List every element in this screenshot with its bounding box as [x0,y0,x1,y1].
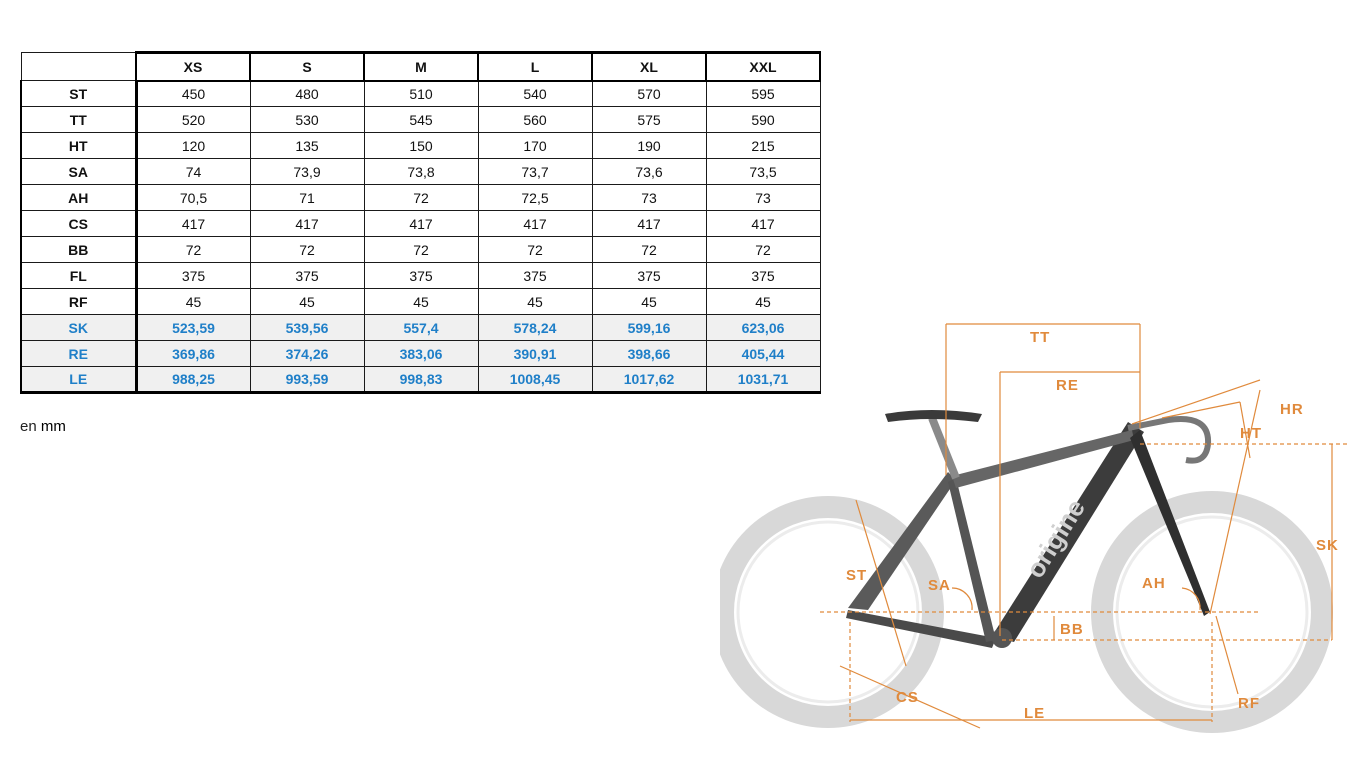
value-cell: 530 [250,107,364,133]
value-cell: 570 [592,81,706,107]
table-row [21,237,820,263]
dim-label-rf: RF [1238,695,1260,712]
dim-label-bb: BB [1060,621,1084,638]
table-row [21,211,820,237]
value-cell: 375 [136,263,250,289]
value-cell: 1031,71 [706,367,820,393]
row-label-tt: TT [21,107,136,133]
value-cell: 70,5 [136,185,250,211]
row-label-ah: AH [21,185,136,211]
value-cell: 993,59 [250,367,364,393]
value-cell: 578,24 [478,315,592,341]
value-cell: 45 [364,289,478,315]
value-cell: 170 [478,133,592,159]
value-cell: 480 [250,81,364,107]
size-header-xs: XS [136,53,250,81]
size-header-xl: XL [592,53,706,81]
size-header-m: M [364,53,478,81]
value-cell: 450 [136,81,250,107]
value-cell: 72 [364,185,478,211]
dim-label-hr: HR [1280,401,1304,418]
value-cell: 72,5 [478,185,592,211]
table-row [21,341,820,367]
value-cell: 1008,45 [478,367,592,393]
dim-label-cs: CS [896,689,919,706]
dim-label-sa: SA [928,577,951,594]
dim-label-tt: TT [1030,329,1051,346]
value-cell: 135 [250,133,364,159]
value-cell: 73,6 [592,159,706,185]
value-cell: 590 [706,107,820,133]
bike-geometry-diagram [720,310,1360,750]
table-row [21,315,820,341]
size-header-s: S [250,53,364,81]
value-cell: 988,25 [136,367,250,393]
value-cell: 72 [592,237,706,263]
value-cell: 73,9 [250,159,364,185]
table-row [21,289,820,315]
value-cell: 369,86 [136,341,250,367]
table-row [21,263,820,289]
row-label-sk: SK [21,315,136,341]
size-header-l: L [478,53,592,81]
row-label-ht: HT [21,133,136,159]
header-corner-cell [21,53,136,81]
unit-label: mm [40,418,66,435]
value-cell: 73 [592,185,706,211]
row-label-st: ST [21,81,136,107]
value-cell: 417 [478,211,592,237]
value-cell: 1017,62 [592,367,706,393]
value-cell: 375 [364,263,478,289]
value-cell: 417 [592,211,706,237]
row-label-fl: FL [21,263,136,289]
value-cell: 390,91 [478,341,592,367]
unit-prefix: en [20,418,37,435]
value-cell: 374,26 [250,341,364,367]
value-cell: 73,7 [478,159,592,185]
value-cell: 71 [250,185,364,211]
value-cell: 998,83 [364,367,478,393]
dim-label-st: ST [846,567,868,584]
value-cell: 523,59 [136,315,250,341]
value-cell: 560 [478,107,592,133]
value-cell: 375 [592,263,706,289]
value-cell: 575 [592,107,706,133]
table-row [21,133,820,159]
value-cell: 539,56 [250,315,364,341]
value-cell: 595 [706,81,820,107]
dim-label-re: RE [1056,377,1079,394]
value-cell: 557,4 [364,315,478,341]
table-row [21,185,820,211]
row-label-cs: CS [21,211,136,237]
value-cell: 417 [364,211,478,237]
value-cell: 405,44 [706,341,820,367]
dim-label-ht: HT [1240,425,1262,442]
value-cell: 383,06 [364,341,478,367]
row-label-rf: RF [21,289,136,315]
value-cell: 45 [250,289,364,315]
value-cell: 73,8 [364,159,478,185]
value-cell: 375 [478,263,592,289]
row-label-sa: SA [21,159,136,185]
value-cell: 190 [592,133,706,159]
value-cell: 45 [478,289,592,315]
value-cell: 72 [364,237,478,263]
value-cell: 417 [706,211,820,237]
frame-brand: origine [1019,493,1092,584]
value-cell: 599,16 [592,315,706,341]
value-cell: 120 [136,133,250,159]
value-cell: 72 [478,237,592,263]
table-row [21,107,820,133]
row-label-le: LE [21,367,136,393]
value-cell: 417 [136,211,250,237]
dim-label-sk: SK [1316,537,1339,554]
table-row [21,81,820,107]
table-row [21,367,820,393]
table-row [21,159,820,185]
value-cell: 74 [136,159,250,185]
value-cell: 520 [136,107,250,133]
value-cell: 73 [706,185,820,211]
value-cell: 73,5 [706,159,820,185]
row-label-re: RE [21,341,136,367]
value-cell: 45 [136,289,250,315]
value-cell: 417 [250,211,364,237]
value-cell: 72 [136,237,250,263]
value-cell: 45 [706,289,820,315]
value-cell: 510 [364,81,478,107]
value-cell: 72 [250,237,364,263]
value-cell: 72 [706,237,820,263]
value-cell: 150 [364,133,478,159]
value-cell: 215 [706,133,820,159]
geometry-table [20,51,821,394]
size-header-xxl: XXL [706,53,820,81]
value-cell: 375 [250,263,364,289]
value-cell: 375 [706,263,820,289]
table-body [21,81,820,393]
dim-label-le: LE [1024,705,1046,722]
dim-label-ah: AH [1142,575,1166,592]
row-label-bb: BB [21,237,136,263]
value-cell: 540 [478,81,592,107]
unit-note [20,418,66,435]
size-header-row [21,53,820,81]
value-cell: 623,06 [706,315,820,341]
value-cell: 45 [592,289,706,315]
value-cell: 398,66 [592,341,706,367]
value-cell: 545 [364,107,478,133]
